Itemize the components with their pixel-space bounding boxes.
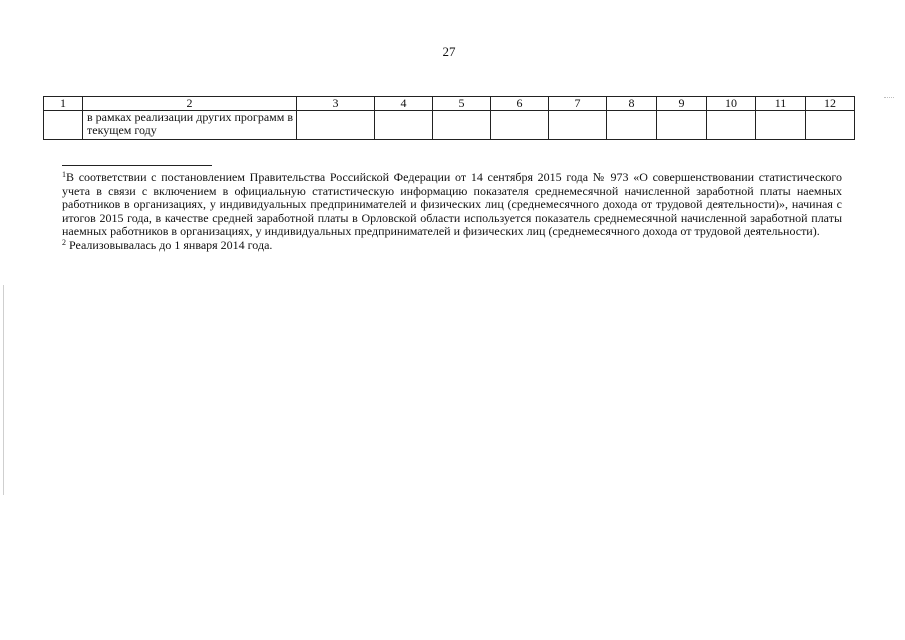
column-header: 2 bbox=[83, 97, 297, 111]
footnote-marker: 1 bbox=[62, 170, 66, 179]
table-cell bbox=[433, 111, 491, 140]
table-row bbox=[44, 111, 855, 140]
column-header: 7 bbox=[549, 97, 607, 111]
table-cell bbox=[607, 111, 657, 140]
column-header: 5 bbox=[433, 97, 491, 111]
table-cell bbox=[44, 111, 83, 140]
table-cell bbox=[657, 111, 707, 140]
scan-edge-mark bbox=[3, 285, 4, 495]
column-header: 12 bbox=[806, 97, 855, 111]
column-header: 8 bbox=[607, 97, 657, 111]
column-header: 9 bbox=[657, 97, 707, 111]
table-cell bbox=[375, 111, 433, 140]
page-number: 27 bbox=[442, 44, 456, 59]
footnote-marker: 2 bbox=[62, 237, 66, 247]
footnote-2 bbox=[62, 239, 842, 253]
footnotes bbox=[62, 171, 842, 252]
footnote-text: Реализовывалась до 1 января 2014 года. bbox=[66, 237, 273, 252]
table-cell-description: в рамках реализации других программ в текущем году bbox=[83, 111, 297, 140]
column-header: 4 bbox=[375, 97, 433, 111]
scan-edge-mark bbox=[884, 97, 894, 99]
footnote-1 bbox=[62, 171, 842, 239]
footnote-text: В соответствии с постановлением Правительства Российской Федерации от 14 сентября 2015 года № 973 «О совершенствовании статистического учета в связи с включением в официальную статистическую информацию показателя среднемесячной начисленной заработной платы наемных работников в организациях, у индивидуальных предпринимателей и физических лиц (среднемесячного дохода от трудовой деятельности)», начиная с итогов 2015 года, в качестве средней заработной платы в Орловской области используется показатель среднемесячной начисленной заработной платы наемных работников в организациях, у индивидуальных предпринимателей и физических лиц (среднемесячного дохода от трудовой деятельности). bbox=[62, 170, 842, 238]
table-cell bbox=[491, 111, 549, 140]
column-header: 3 bbox=[297, 97, 375, 111]
table-cell bbox=[549, 111, 607, 140]
column-header: 11 bbox=[756, 97, 806, 111]
table-cell bbox=[756, 111, 806, 140]
data-table bbox=[43, 96, 855, 140]
column-header: 10 bbox=[707, 97, 756, 111]
table-cell bbox=[806, 111, 855, 140]
column-header: 1 bbox=[44, 97, 83, 111]
table-cell bbox=[707, 111, 756, 140]
table-header-row bbox=[44, 97, 855, 111]
column-header: 6 bbox=[491, 97, 549, 111]
footnote-separator bbox=[62, 165, 212, 166]
table-cell bbox=[297, 111, 375, 140]
